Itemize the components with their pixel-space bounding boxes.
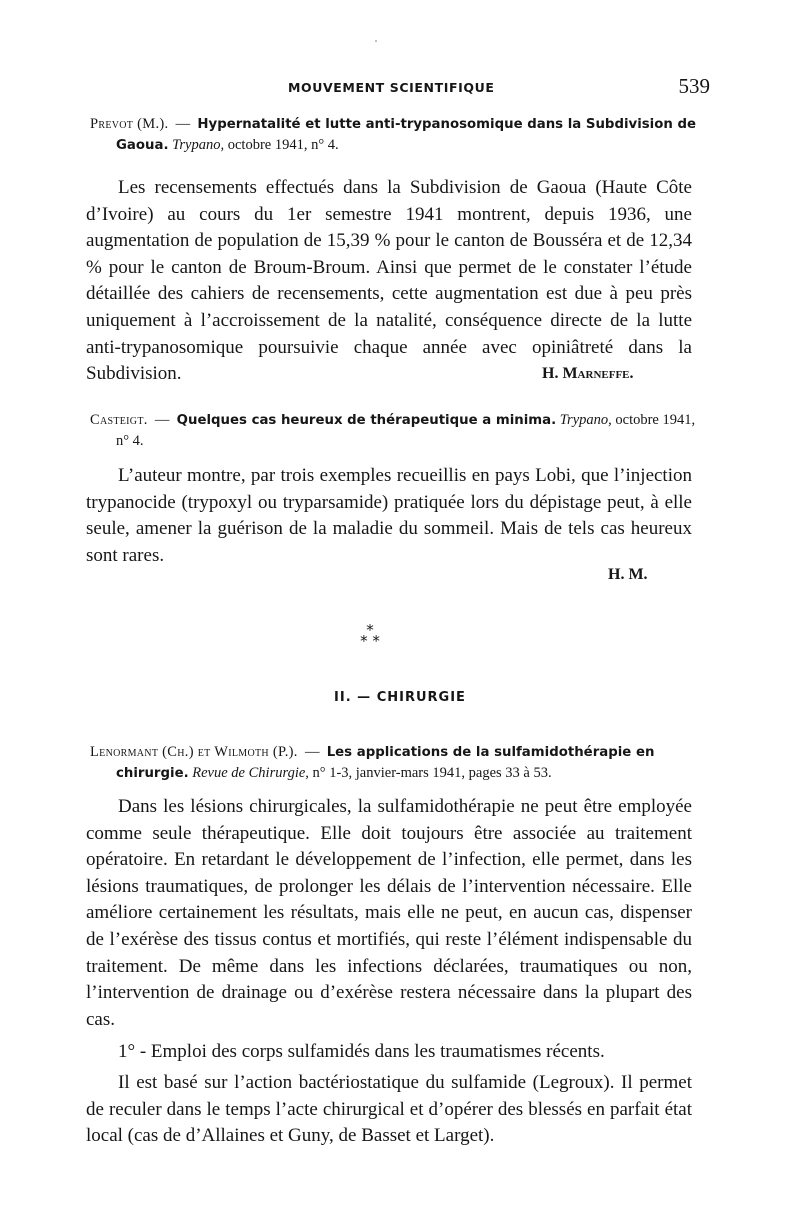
article-citation: octobre 1941, n° 4. [116, 412, 696, 449]
signature-name: Marneffe. [562, 365, 634, 382]
paragraph: Dans les lésions chirurgicales, la sulfamidothérapie ne peut être employée comme seule thérapeutique. Elle doit toujours être associée au traitement opératoire. En retardant le développement de l’infection, elle permet, dans les lésions traumatiques, de prolonger les délais de l’intervention nécessaire. Elle améliore certainement les résultats, mais elle ne peut, en aucun cas, dispenser de l’exérèse des tissus contus et mortifiés, qui reste l’élément indispensable du traitement. De même dans les infections déclarées, traumatiques ou non, l’intervention de drainage ou d’exérèse restera nécessaire dans la plupart des cas. [86, 796, 692, 1030]
article-author: Lenormant (Ch.) et Wilmoth (P.). [90, 744, 298, 760]
signature-2: H. M. [608, 566, 648, 583]
article-summary-1 [86, 175, 692, 388]
article-summary-3 [86, 794, 692, 1150]
running-header [90, 74, 710, 100]
paragraph: Les recensements effectués dans la Subdivision de Gaoua (Haute Côte d’Ivoire) au cours du 1er semestre 1941 montrent, depuis 1936, une augmentation de population de 15,39 % pour le canton de Bousséra et de 12,34 % pour le canton de Broum-Broum. Ainsi que permet de le constater l’étude détaillée des cahiers de recensements, cette augmentation est due à peu près uniquement à l’accroissement de la natalité, conséquence directe de la lutte anti-trypanosomique poursuivie chaque année avec opiniâtreté dans la Subdivision. [86, 177, 692, 385]
paragraph: 1° - Emploi des corps sulfamidés dans les traumatismes récents. [118, 1041, 605, 1063]
article-journal: Trypano, [172, 137, 225, 153]
article-author: Prevot (M.). [90, 116, 169, 132]
article-reference-1: Prevot (M.). — Hypernatalité et lutte anti-trypanosomique dans la Subdivision de Gaoua. Trypano, octobre 1941, n° 4. [90, 116, 696, 153]
article-journal: Revue de Chirurgie, [192, 765, 309, 781]
paragraph: L’auteur montre, par trois exemples recueillis en pays Lobi, que l’injection trypanocide (trypoxyl ou tryparsamide) pratiquée lors du dépistage peut, à elle seule, amener la guérison de la maladie du sommeil. Mais de tels cas heureux sont rares. [86, 465, 692, 566]
running-title: MOUVEMENT SCIENTIFIQUE [288, 80, 495, 95]
article-title: Hypernatalité et lutte anti-trypanosomique dans la Subdivision de Gaoua. [116, 117, 696, 153]
article-title: Quelques cas heureux de thérapeutique a minima. [176, 413, 557, 428]
page-number: 539 [678, 74, 710, 98]
signature-1 [542, 365, 634, 383]
article-reference-2: Casteigt. — Quelques cas heureux de thérapeutique a minima. Trypano, octobre 1941, n° 4. [90, 412, 696, 449]
article-title: Les applications de la sulfamidothérapie en chirurgie. [116, 745, 655, 781]
section-heading: II. — CHIRURGIE [334, 690, 466, 705]
article-citation: octobre 1941, n° 4. [227, 137, 339, 153]
article-summary-2 [86, 463, 692, 569]
article-author: Casteigt. [90, 412, 148, 428]
signature-initial: H. [542, 365, 559, 382]
paragraph: Il est basé sur l’action bactériostatique du sulfamide (Legroux). Il permet de reculer dans le temps l’acte chirurgical et d’opérer des blessés en parfait état local (cas de d’Allaines et Guny, de Basset et Larget). [86, 1071, 692, 1147]
asterism-glyph: * * * [360, 621, 380, 650]
asterism-divider [340, 621, 400, 650]
article-reference-3: Lenormant (Ch.) et Wilmoth (P.). — Les applications de la sulfamidothérapie en chirurgie. Revue de Chirurgie, n° 1-3, janvier-mars 1941, pages 33 à 53. [90, 744, 655, 781]
article-citation: n° 1-3, janvier-mars 1941, pages 33 à 53. [312, 765, 552, 781]
print-speck [375, 40, 377, 42]
article-journal: Trypano, [559, 412, 612, 428]
